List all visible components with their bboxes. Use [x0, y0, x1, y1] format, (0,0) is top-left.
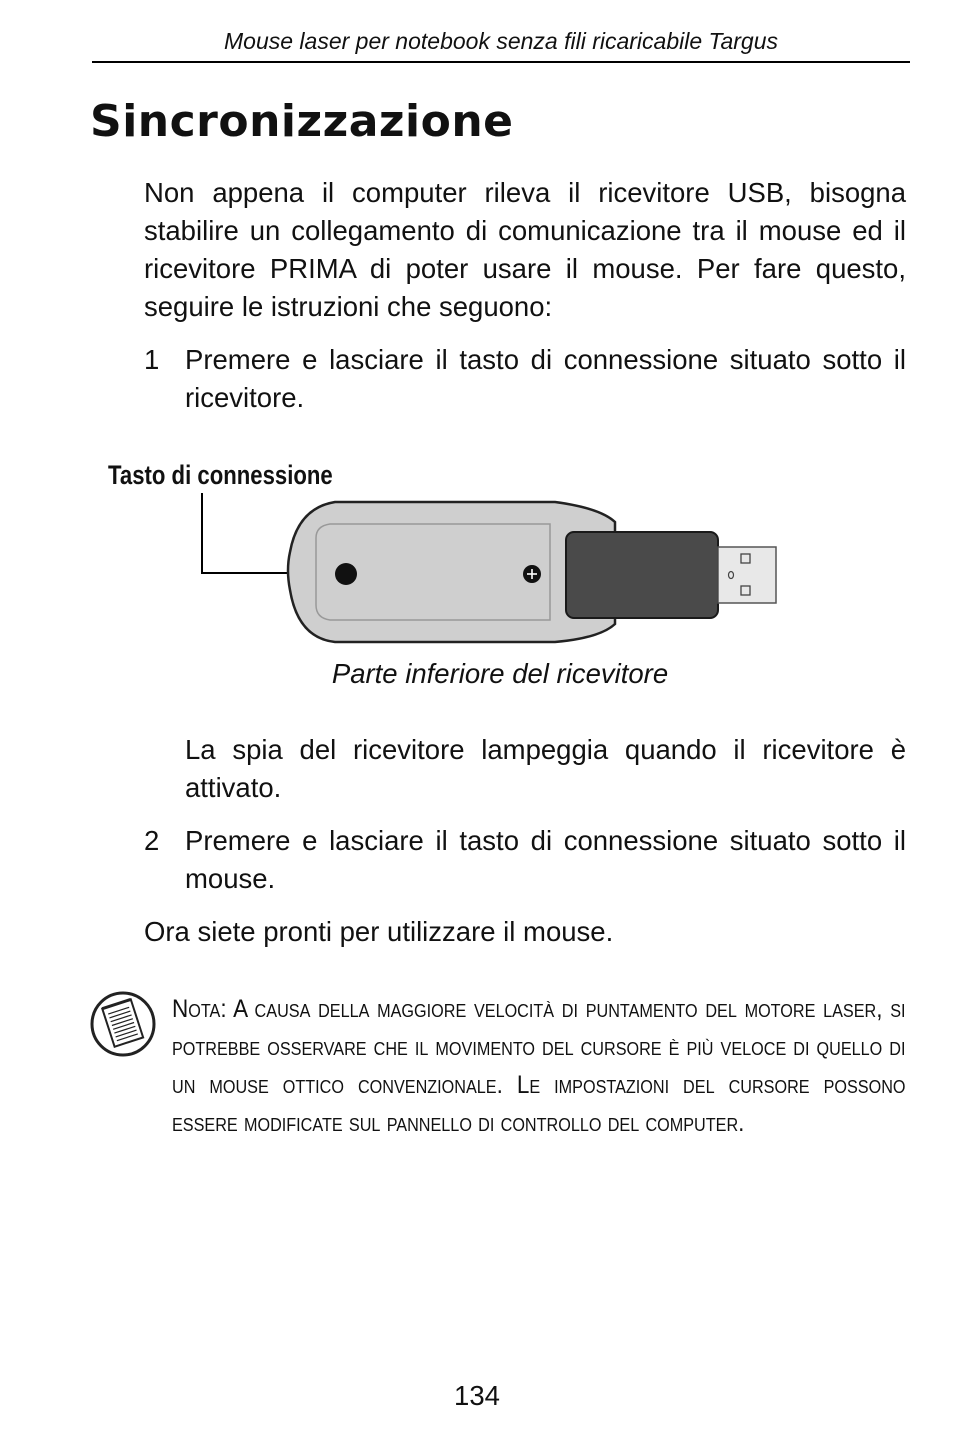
step-text: Premere e lasciare il tasto di connessione situato sotto il mouse.	[185, 825, 906, 894]
connect-button	[335, 563, 357, 585]
figure-label: Tasto di connessione	[108, 460, 333, 490]
page-number: 134	[454, 1380, 500, 1411]
running-header: Mouse laser per notebook senza fili ricaricabile Targus	[224, 28, 778, 54]
usb-receiver-illustration	[190, 490, 790, 650]
closing-paragraph: Ora siete pronti per utilizzare il mouse.	[144, 916, 614, 947]
section-title: Sincronizzazione	[90, 96, 514, 147]
step-number: 1	[144, 344, 160, 375]
step-number: 2	[144, 825, 160, 856]
notepad-icon	[89, 988, 159, 1060]
indicator-paragraph: La spia del ricevitore lampeggia quando il ricevitore è attivato.	[185, 734, 906, 803]
note-text: Nota: A causa della maggiore velocità di puntamento del motore laser, si potrebbe osservare che il movimento del cursore è più veloce di quello di un mouse ottico convenzionale. Le impostazioni del cursore possono essere modificate sul pannello di controllo del computer.	[172, 995, 906, 1137]
usb-housing	[566, 532, 718, 618]
figure-caption: Parte inferiore del ricevitore	[331, 658, 669, 689]
intro-paragraph: Non appena il computer rileva il ricevitore USB, bisogna stabilire un collegamento di comunicazione tra il mouse ed il ricevitore PRIMA di poter usare il mouse. Per fare questo, seguire le istruzioni che seguono:	[144, 177, 906, 322]
step-text: Premere e lasciare il tasto di connessione situato sotto il ricevitore.	[185, 344, 906, 413]
header-rule	[92, 61, 910, 63]
